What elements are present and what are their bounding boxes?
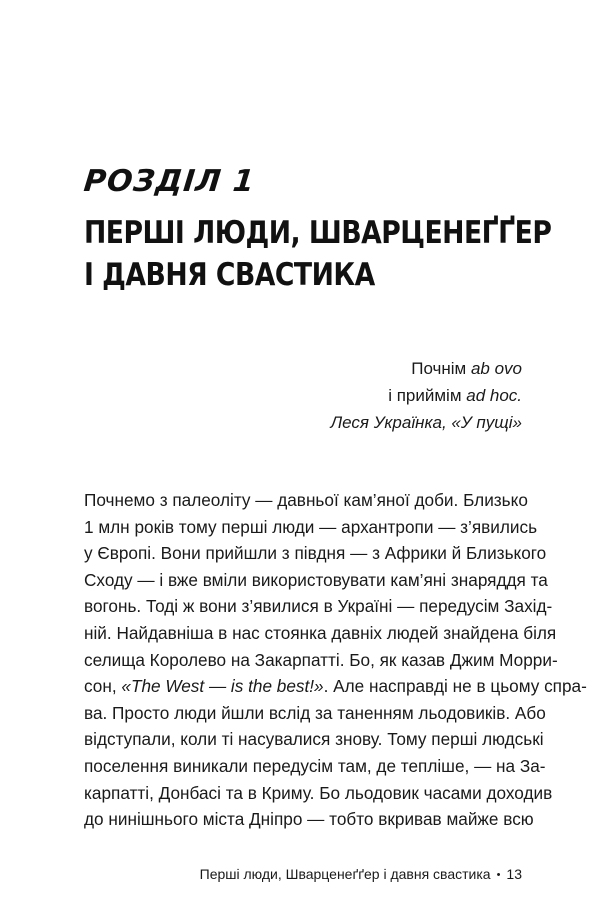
chapter-title-line: ПЕРШІ ЛЮДИ, ШВАРЦЕНЕҐҐЕР bbox=[84, 215, 552, 251]
running-title: Перші люди, Шварценеґґер і давня свастика bbox=[199, 866, 491, 882]
epigraph bbox=[331, 355, 523, 436]
body-line: селища Королево на Закарпатті. Бо, як казав Джим Морри- bbox=[84, 649, 558, 670]
body-line: відступали, коли ті насувалися знову. Тому перші людські bbox=[84, 729, 544, 750]
footer-bullet: • bbox=[496, 869, 501, 881]
epigraph-attribution-text: Леся Українка, «У пущі» bbox=[330, 413, 522, 432]
body-line: ва. Просто люди йшли вслід за таненням льодовиків. Або bbox=[84, 702, 546, 723]
body-text-fragment: . Але насправді не в цьому спра- bbox=[323, 676, 587, 697]
page-footer bbox=[200, 866, 522, 882]
chapter-title-line: І ДАВНЯ СВАСТИКА bbox=[84, 257, 375, 293]
body-line: ній. Найдавніша в нас стоянка давніх людей знайдена біля bbox=[84, 622, 557, 643]
epigraph-latin: ad hoc. bbox=[466, 386, 522, 405]
epigraph-line bbox=[331, 355, 523, 382]
epigraph-line bbox=[331, 382, 523, 409]
body-paragraph bbox=[84, 487, 587, 833]
body-line: Сходу — і вже вміли використовувати кам’яні знаряддя та bbox=[84, 569, 548, 590]
body-line: карпатті, Донбасі та в Криму. Бо льодовик часами доходив bbox=[84, 782, 553, 803]
body-line: у Європі. Вони прийшли з півдня — з Африки й Близького bbox=[84, 543, 547, 564]
body-text-fragment: сон, bbox=[84, 676, 122, 697]
body-line: поселення виникали передусім там, де тепліше, — на За- bbox=[84, 755, 546, 776]
epigraph-latin: ab ovo bbox=[470, 359, 522, 378]
page-number: 13 bbox=[506, 866, 522, 882]
epigraph-text: Почнім bbox=[411, 359, 471, 378]
epigraph-text: і приймім bbox=[388, 386, 467, 405]
body-line: вогонь. Тоді ж вони з’явилися в Україні — передусім Захід- bbox=[84, 596, 553, 617]
epigraph-attribution bbox=[331, 409, 523, 436]
chapter-title bbox=[84, 212, 566, 296]
body-quote: «The West — is the best!» bbox=[121, 676, 324, 697]
body-line: 1 млн років тому перші люди — архантропи — з’явились bbox=[84, 516, 538, 537]
body-line-with-quote bbox=[84, 673, 587, 700]
body-line: до нинішнього міста Дніпро — тобто вкривав майже всю bbox=[84, 809, 534, 830]
chapter-label: РОЗДІЛ 1 bbox=[82, 164, 257, 199]
body-line: Почнемо з палеоліту — давньої кам’яної доби. Близько bbox=[84, 490, 528, 510]
